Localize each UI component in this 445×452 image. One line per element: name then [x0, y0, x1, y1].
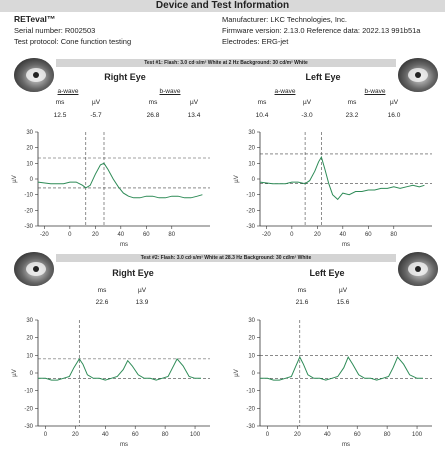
test1-right-a-wave-label: a-wave — [57, 88, 79, 95]
electrodes: Electrodes: ERG-jet — [222, 37, 289, 46]
y-tick-label: -30 — [246, 424, 255, 430]
test2-left-uv: 15.6 — [336, 299, 350, 306]
test1-left-b-wave-label: b-wave — [364, 88, 386, 95]
x-tick-label: 100 — [412, 432, 423, 438]
x-axis-label: ms — [342, 242, 350, 248]
test1-left-unit-4: µV — [389, 99, 399, 106]
x-tick-label: 80 — [161, 432, 169, 438]
x-tick-label: 20 — [294, 432, 301, 438]
test2-left-ms: 21.6 — [295, 299, 309, 306]
x-tick-label: 60 — [142, 232, 150, 238]
test1-right-unit-1: ms — [55, 99, 65, 106]
erg-waveform-line — [38, 163, 202, 198]
x-tick-label: 0 — [68, 232, 72, 238]
serial-number: Serial number: R002503 — [14, 26, 96, 35]
test1-right-b-wave-label: b-wave — [159, 88, 181, 95]
x-tick-label: 40 — [323, 432, 331, 438]
test1-left-eye-title: Left Eye — [305, 72, 341, 82]
y-tick-label: -10 — [24, 388, 33, 395]
x-tick-label: 40 — [117, 232, 125, 238]
manufacturer: Manufacturer: LKC Technologies, Inc. — [222, 15, 347, 24]
test1-banner: Test #1: Flash: 3.0 cd·s/m² White at 2 Hz Background: 30 cd/m² White — [56, 59, 396, 67]
x-tick-label: 0 — [43, 432, 48, 438]
test1-left-unit-1: ms — [257, 99, 267, 106]
y-tick-label: -20 — [24, 208, 33, 215]
x-tick-label: 20 — [91, 232, 99, 238]
y-tick-label: 20 — [26, 145, 33, 152]
y-tick-label: 10 — [26, 353, 33, 360]
device-info-left — [14, 14, 224, 47]
test2-right-unit-2: µV — [137, 287, 147, 294]
test1-right-b-wave-uv: 13.4 — [187, 112, 201, 119]
test2-left-eye-image — [398, 252, 438, 286]
x-tick-label: 80 — [383, 432, 391, 438]
test2-left-unit-1: ms — [297, 287, 307, 294]
test1-right-eye-title: Right Eye — [104, 72, 146, 82]
test1-left-unit-2: µV — [302, 99, 312, 106]
brand-name: RETeval™ — [14, 14, 56, 24]
test2-right-flicker-chart — [0, 312, 222, 450]
x-tick-label: 0 — [265, 432, 270, 438]
test2-left-flicker-chart — [222, 312, 444, 450]
y-tick-label: 30 — [248, 130, 255, 136]
test2-left-unit-2: µV — [338, 287, 348, 294]
y-axis-label: µV — [234, 369, 240, 377]
y-tick-label: 20 — [248, 335, 255, 342]
device-info-right — [222, 14, 444, 47]
x-tick-label: 0 — [290, 232, 294, 238]
y-tick-label: 20 — [26, 335, 33, 342]
test2-right-uv: 13.9 — [135, 299, 149, 306]
test1-left-erg-chart — [222, 124, 444, 250]
erg-waveform-line — [260, 357, 423, 380]
y-tick-label: -20 — [246, 208, 255, 215]
x-axis-label: ms — [342, 442, 350, 448]
y-tick-label: -30 — [246, 224, 255, 230]
y-tick-label: -10 — [24, 192, 33, 199]
y-tick-label: 0 — [29, 177, 33, 183]
test1-right-erg-chart — [0, 124, 222, 250]
test2-right-unit-1: ms — [97, 287, 107, 294]
y-axis-label: µV — [12, 175, 18, 183]
test1-right-a-wave-ms: 12.5 — [53, 112, 67, 119]
test1-left-a-wave-label: a-wave — [274, 88, 296, 95]
test1-right-unit-3: ms — [148, 99, 158, 106]
y-tick-label: -30 — [24, 424, 33, 430]
x-tick-label: -20 — [262, 232, 271, 238]
y-tick-label: 30 — [248, 318, 255, 324]
y-tick-label: 30 — [26, 318, 33, 324]
firmware-version: Firmware version: 2.13.0 Reference data: 2022.13 991b51a — [222, 26, 421, 35]
y-tick-label: 20 — [248, 145, 255, 152]
test1-left-b-wave-uv: 16.0 — [387, 112, 401, 119]
test2-right-eye-title: Right Eye — [112, 268, 154, 278]
right-eye-image — [14, 58, 54, 92]
erg-waveform-line — [38, 359, 201, 380]
test1-left-a-wave-ms: 10.4 — [255, 112, 269, 119]
y-tick-label: 10 — [248, 161, 255, 168]
x-tick-label: 60 — [364, 232, 372, 238]
y-tick-label: -10 — [246, 388, 255, 395]
x-axis-label: ms — [120, 442, 128, 448]
report-title: Device and Test Information — [0, 0, 445, 12]
x-tick-label: 100 — [190, 432, 201, 438]
y-tick-label: 10 — [248, 353, 255, 360]
x-tick-label: 80 — [168, 232, 176, 238]
test-protocol: Test protocol: Cone function testing — [14, 37, 132, 46]
x-tick-label: -20 — [40, 232, 49, 238]
y-tick-label: 0 — [251, 371, 255, 377]
y-tick-label: -10 — [246, 192, 255, 199]
erg-waveform-line — [260, 157, 424, 199]
y-tick-label: -30 — [24, 224, 33, 230]
x-axis-label: ms — [120, 242, 128, 248]
test1-left-a-wave-uv: -3.0 — [301, 112, 313, 119]
y-tick-label: 30 — [26, 130, 33, 136]
y-tick-label: 0 — [251, 177, 255, 183]
test1-left-b-wave-ms: 23.2 — [345, 112, 359, 119]
test1-right-unit-2: µV — [91, 99, 101, 106]
y-tick-label: -20 — [24, 406, 33, 413]
x-tick-label: 20 — [313, 232, 321, 238]
test2-banner: Test #2: Flash: 3.0 cd·s/m² White at 28.3 Hz Background: 30 cd/m² White — [56, 254, 396, 262]
left-eye-image — [398, 58, 438, 92]
y-axis-label: µV — [234, 175, 240, 183]
y-tick-label: 0 — [29, 371, 33, 377]
test1-left-unit-3: ms — [347, 99, 357, 106]
x-tick-label: 80 — [390, 232, 398, 238]
test1-right-a-wave-uv: -5.7 — [90, 112, 102, 119]
y-axis-label: µV — [12, 369, 18, 377]
test2-left-eye-title: Left Eye — [309, 268, 345, 278]
test1-right-unit-4: µV — [189, 99, 199, 106]
y-tick-label: 10 — [26, 161, 33, 168]
y-tick-label: -20 — [246, 406, 255, 413]
test2-right-eye-image — [14, 252, 54, 286]
x-tick-label: 40 — [101, 432, 109, 438]
test1-right-b-wave-ms: 26.8 — [146, 112, 160, 119]
x-tick-label: 40 — [339, 232, 347, 238]
test2-right-ms: 22.6 — [95, 299, 109, 306]
x-tick-label: 20 — [72, 432, 79, 438]
x-tick-label: 60 — [353, 432, 361, 438]
x-tick-label: 60 — [131, 432, 139, 438]
